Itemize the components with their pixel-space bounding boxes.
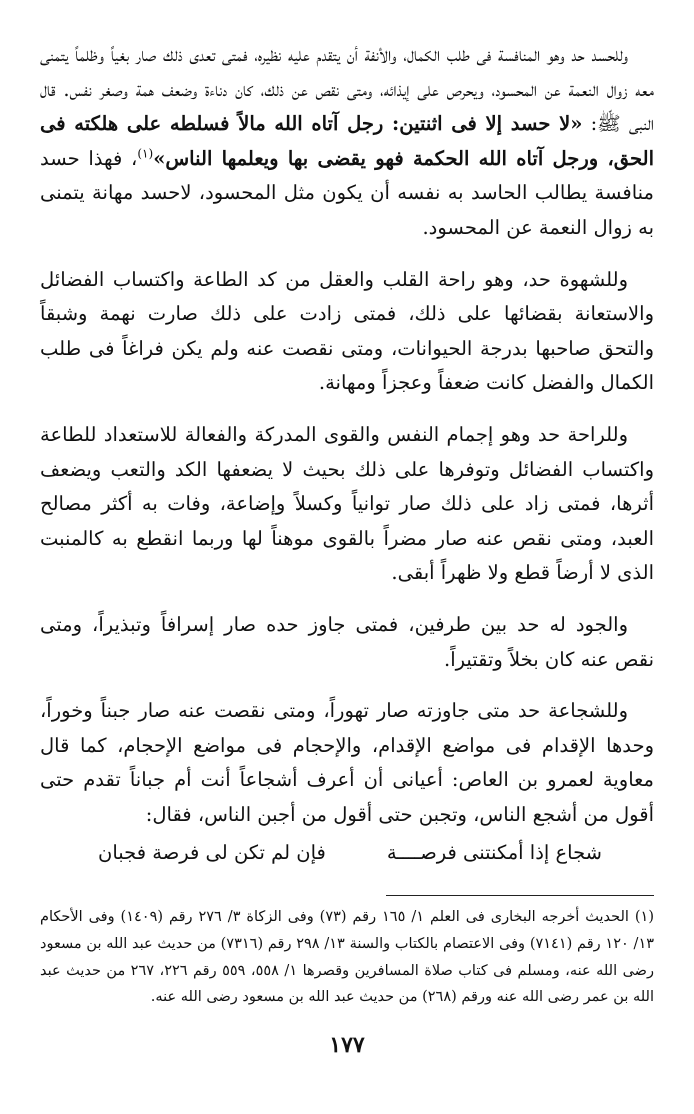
footnote-reference[interactable]: (١) xyxy=(137,146,154,161)
paragraph-generosity: والجود له حد بين طرفين، فمتى جاوز حده صار إسرافاً وتبذيراً، ومتى نقص عنه كان بخلاً وتقتيراً. xyxy=(40,612,654,671)
footnote-divider xyxy=(386,895,654,896)
poetry-hemistich-first: شجاع إذا أمكنتنى فرصــــة xyxy=(386,841,602,865)
poetry-hemistich-second: فإن لم تكن لى فرصة فجبان xyxy=(98,841,326,865)
footnotes xyxy=(40,904,654,1011)
paragraph-rest: وللراحة حد وهو إجمام النفس والقوى المدركة والفعالة للاستعداد للطاعة واكتساب الفضائل وتوفرها على ذلك بحيث لا يضعفها الكد والتعب ويضعف أثرها، فمتى زاد على ذلك صار توانياً وكسلاً وإضاعة، وفات به أكثر مصالح العبد، ومتى نقص عنه صار مضراً بالقوى موهناً لها وربما انقطع به كالمنبت الذى لا أرضاً قطع ولا ظهراً أبقى. xyxy=(40,422,654,585)
paragraph-desire: وللشهوة حد، وهو راحة القلب والعقل من كد الطاعة واكتساب الفضائل والاستعانة بقضائها على ذلك، فمتى زادت على ذلك صارت نهمة وشبقاً والتحق صاحبها بدرجة الحيوانات، ومتى نقصت عنه ولم يكن فراغاً فى طلب الكمال والفضل كانت ضعفاً وعجزاً ومهانة. xyxy=(40,267,654,395)
hadith-quote: «لا حسد إلا فى اثنتين: رجل آتاه الله مالاً فسلطه على هلكته فى الحق، ورجل آتاه الله الحكمة فهو يقضى بها ويعلمها الناس» xyxy=(40,112,654,170)
footnote-1: (١) الحديث أخرجه البخارى فى العلم ١/ ١٦٥ رقم (٧٣) وفى الزكاة ٣/ ٢٧٦ رقم (١٤٠٩) وفى الأحكام ١٣/ ١٢٠ رقم (٧١٤١) وفى الاعتصام بالكتاب والسنة ١٣/ ٢٩٨ رقم (٧٣١٦) من حديث عبد الله بن مسعود رضى الله عنه، ومسلم فى كتاب صلاة المسافرين وقصرها ١/ ٥٥٨، ٥٥٩ رقم ٢٢٦، ٢٦٧ من حديث عبد الله بن عمر رضى الله عنه ورقم (٢٦٨) من حديث عبد الله بن مسعود رضى الله عنه. xyxy=(40,909,655,1006)
paragraph-envy: وللحسد حد وهو المنافسة فى طلب الكمال، والأنفة أن يتقدم عليه نظيره، فمتى تعدى ذلك صار بغياً وظلماً يتمنى معه زوال النعمة عن المحسود، ويحرص على إيذائه، ومتى نقص عن ذلك، كان دناءة وضعف همة وصغر نفس. قال النبى ﷺ: «لا حسد إلا فى اثنتين: رجل آتاه الله مالاً فسلطه على هلكته فى الحق، ورجل آتاه الله الحكمة فهو يقضى بها ويعلمها الناس»$^{(١)}$، فهذا حسد منافسة يطالب الحاسد به نفسه أن يكون مثل المحسود، لاحسد مهانة يتمنى به زوال النعمة عن المحسود. xyxy=(40,43,654,239)
page-number: ١٧٧ xyxy=(329,1032,365,1058)
poetry-verse xyxy=(98,836,602,871)
main-text xyxy=(40,38,654,871)
paragraph-courage: وللشجاعة حد متى جاوزته صار تهوراً، ومتى نقصت عنه صار جبناً وخوراً، وحدها الإقدام فى مواضع الإقدام، والإحجام فى مواضع الإحجام، كما قال معاوية لعمرو بن العاص: أعيانى أن أعرف أشجاعاً أنت أم جباناً تقدم حتى أقول من أشجع الناس، وتجبن حتى أقول من أجبن الناس، فقال: xyxy=(40,699,654,826)
